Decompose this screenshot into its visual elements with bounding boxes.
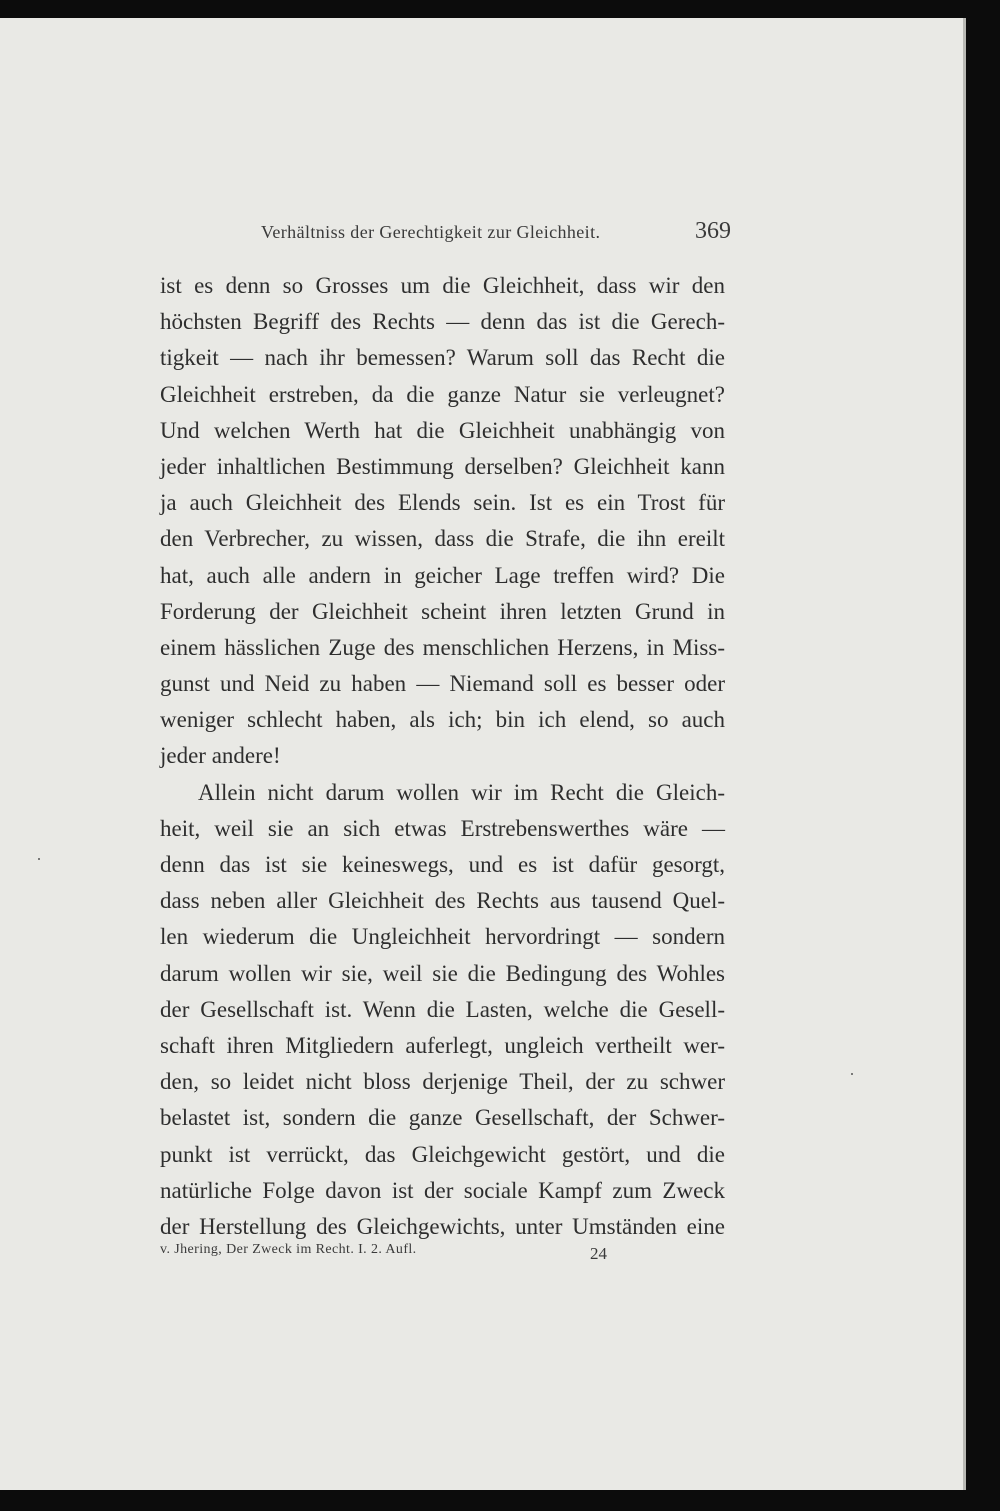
text-line: hat, auch alle andern in geicher Lage treffen wird? Die [160,562,725,588]
paper-speck [38,858,40,860]
text-line: Forderung der Gleichheit scheint ihren letzten Grund in [160,598,725,624]
text-line: den Verbrecher, zu wissen, dass die Strafe, die ihn ereilt [160,526,725,552]
text-line: der Herstellung des Gleichgewichts, unter Umständen eine [160,1213,725,1239]
text-line: den, so leidet nicht bloss derjenige Theil, der zu schwer [160,1069,725,1095]
text-line: ja auch Gleichheit des Elends sein. Ist es ein Trost für [160,490,725,516]
paragraph-2 [160,775,725,1245]
running-head: Verhältniss der Gerechtigkeit zur Gleichheit. [261,222,601,242]
text-line: jeder inhaltlichen Bestimmung derselben? Gleichheit kann [160,453,725,479]
text-line: ist es denn so Grosses um die Gleichheit, dass wir den [160,273,725,298]
text-line: darum wollen wir sie, weil sie die Bedingung des Wohles [160,960,725,986]
text-line: len wiederum die Ungleichheit hervordringt — sondern [160,924,725,950]
sheet-number: 24 [590,1244,607,1263]
page-header [261,218,731,258]
text-line: Gleichheit erstreben, da die ganze Natur sie verleugnet? [160,381,725,407]
text-line: belastet ist, sondern die ganze Gesellschaft, der Schwer- [160,1105,725,1131]
text-line: schaft ihren Mitgliedern auferlegt, ungleich vertheilt wer- [160,1032,725,1058]
text-line: einem hässlichen Zuge des menschlichen Herzens, in Miss- [160,634,725,660]
paragraph-1 [160,268,725,775]
book-page [0,18,963,1490]
text-line: der Gesellschaft ist. Wenn die Lasten, welche die Gesell- [160,996,725,1022]
page-edge [963,18,966,1490]
text-line: Und welchen Werth hat die Gleichheit unabhängig von [160,417,725,443]
text-line: tigkeit — nach ihr bemessen? Warum soll das Recht die [160,345,725,371]
text-line: höchsten Begriff des Rechts — denn das ist die Gerech- [160,309,725,335]
paper-speck [851,1073,853,1075]
text-line: heit, weil sie an sich etwas Erstrebenswerthes wäre — [160,815,725,841]
body-text [160,268,725,1245]
page-number: 369 [695,218,731,244]
text-line: punkt ist verrückt, das Gleichgewicht gestört, und die [160,1141,725,1167]
printer-signature: v. Jhering, Der Zweck im Recht. I. 2. Aufl. [160,1242,417,1257]
text-line: Allein nicht darum wollen wir im Recht die Gleich- [198,779,725,805]
text-line: dass neben aller Gleichheit des Rechts aus tausend Quel- [160,888,725,914]
text-line: jeder andere! [160,743,281,769]
text-line: gunst und Neid zu haben — Niemand soll es besser oder [160,671,725,697]
text-line: natürliche Folge davon ist der sociale Kampf zum Zweck [160,1177,725,1203]
text-line: denn das ist sie keineswegs, und es ist dafür gesorgt, [160,852,725,877]
text-line: weniger schlecht haben, als ich; bin ich elend, so auch [160,707,725,733]
